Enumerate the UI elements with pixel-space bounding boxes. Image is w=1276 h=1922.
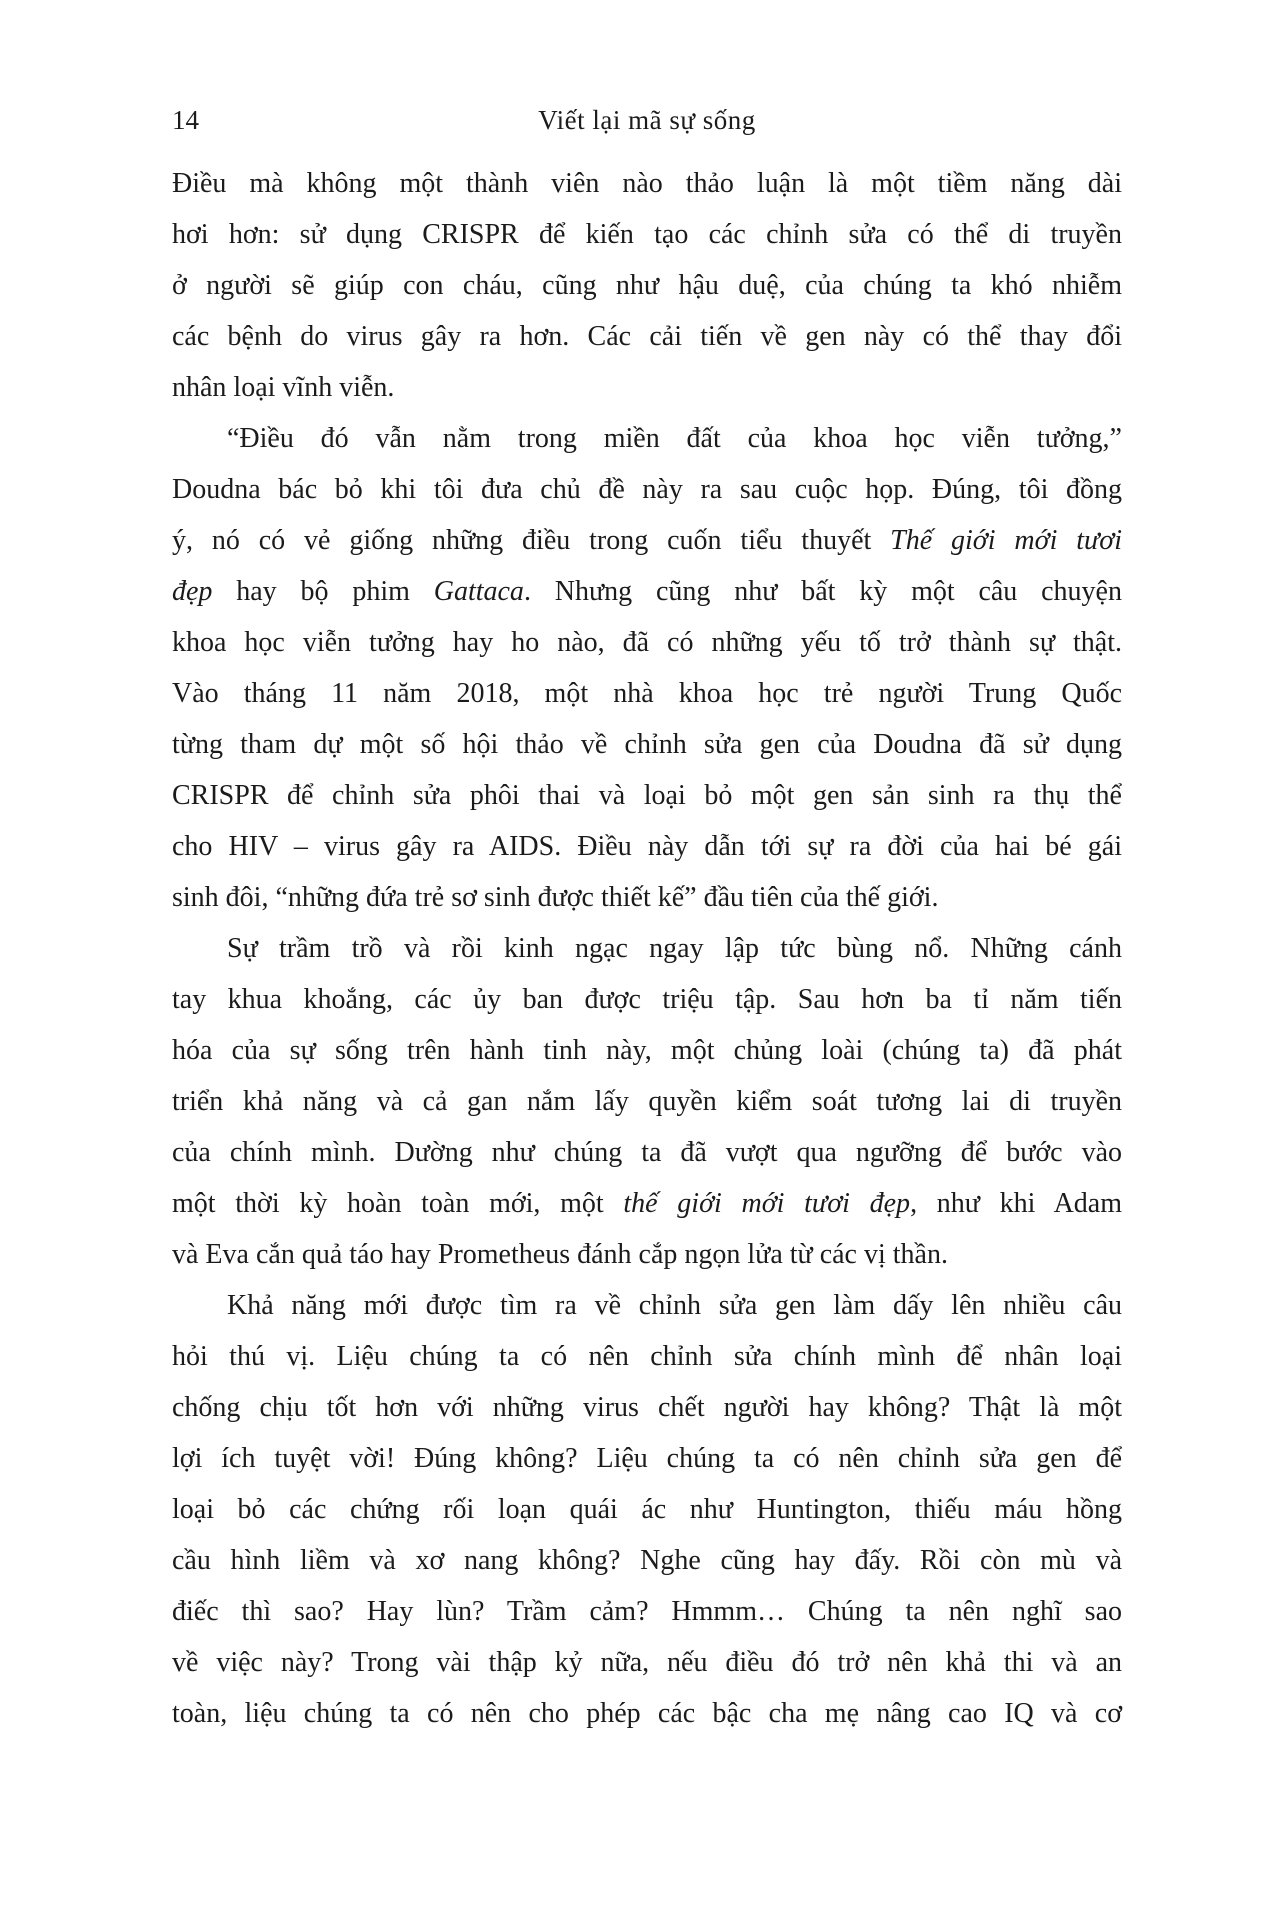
text-segment: Sự trầm trồ và rồi kinh ngạc ngay lập tức bùng nổ. Những cánh bbox=[227, 933, 1122, 964]
text-line bbox=[172, 1331, 1122, 1382]
text-segment: của chính mình. Dường như chúng ta đã vượt qua ngưỡng để bước vào bbox=[172, 1137, 1122, 1168]
paragraph bbox=[172, 1280, 1122, 1739]
text-line bbox=[172, 1586, 1122, 1637]
text-line bbox=[172, 923, 1122, 974]
text-line bbox=[172, 515, 1122, 566]
text-segment: Doudna bác bỏ khi tôi đưa chủ đề này ra sau cuộc họp. Đúng, tôi đồng bbox=[172, 474, 1122, 505]
text-segment: từng tham dự một số hội thảo về chỉnh sửa gen của Doudna đã sử dụng bbox=[172, 729, 1122, 760]
text-segment: khoa học viễn tưởng hay ho nào, đã có những yếu tố trở thành sự thật. bbox=[172, 627, 1122, 658]
text-segment: ở người sẽ giúp con cháu, cũng như hậu duệ, của chúng ta khó nhiễm bbox=[172, 270, 1122, 301]
text-segment: triển khả năng và cả gan nắm lấy quyền kiểm soát tương lai di truyền bbox=[172, 1086, 1122, 1117]
text-segment: một thời kỳ hoàn toàn mới, một bbox=[172, 1188, 624, 1219]
text-segment: điếc thì sao? Hay lùn? Trầm cảm? Hmmm… Chúng ta nên nghĩ sao bbox=[172, 1596, 1122, 1627]
text-line bbox=[172, 158, 1122, 209]
paragraph bbox=[172, 923, 1122, 1280]
text-line bbox=[172, 1076, 1122, 1127]
text-segment: sinh đôi, “những đứa trẻ sơ sinh được thiết kế” đầu tiên của thế giới. bbox=[172, 882, 939, 913]
text-segment: Thế giới mới tươi bbox=[890, 525, 1122, 556]
text-segment: thế giới mới tươi đẹp bbox=[623, 1188, 911, 1219]
text-segment: Vào tháng 11 năm 2018, một nhà khoa học trẻ người Trung Quốc bbox=[172, 678, 1122, 709]
text-line bbox=[172, 668, 1122, 719]
text-segment: Gattaca bbox=[433, 576, 524, 607]
text-segment: “Điều đó vẫn nằm trong miền đất của khoa học viễn tưởng,” bbox=[227, 423, 1122, 454]
text-line bbox=[172, 1688, 1122, 1739]
text-segment: cho HIV – virus gây ra AIDS. Điều này dẫn tới sự ra đời của hai bé gái bbox=[172, 831, 1122, 862]
text-line bbox=[172, 770, 1122, 821]
paragraph bbox=[172, 158, 1122, 413]
text-segment: CRISPR để chỉnh sửa phôi thai và loại bỏ một gen sản sinh ra thụ thể bbox=[172, 780, 1122, 811]
text-segment: Khả năng mới được tìm ra về chỉnh sửa gen làm dấy lên nhiều câu bbox=[227, 1290, 1122, 1321]
text-segment: loại bỏ các chứng rối loạn quái ác như Huntington, thiếu máu hồng bbox=[172, 1494, 1122, 1525]
paragraph bbox=[172, 413, 1122, 923]
body-text bbox=[172, 158, 1122, 1739]
page-header bbox=[172, 100, 1122, 140]
page-number: 14 bbox=[172, 105, 199, 135]
text-line bbox=[172, 1280, 1122, 1331]
text-line bbox=[172, 413, 1122, 464]
text-line bbox=[172, 821, 1122, 872]
text-segment: về việc này? Trong vài thập kỷ nữa, nếu điều đó trở nên khả thi và an bbox=[172, 1647, 1122, 1678]
text-line bbox=[172, 1535, 1122, 1586]
text-line bbox=[172, 464, 1122, 515]
text-line bbox=[172, 1229, 1122, 1280]
text-line bbox=[172, 1637, 1122, 1688]
text-line bbox=[172, 311, 1122, 362]
text-segment: đẹp bbox=[172, 576, 213, 607]
text-line bbox=[172, 974, 1122, 1025]
text-line bbox=[172, 1433, 1122, 1484]
text-line bbox=[172, 617, 1122, 668]
text-line bbox=[172, 209, 1122, 260]
text-segment: hỏi thú vị. Liệu chúng ta có nên chỉnh sửa chính mình để nhân loại bbox=[172, 1341, 1122, 1372]
text-segment: hơi hơn: sử dụng CRISPR để kiến tạo các chỉnh sửa có thể di truyền bbox=[172, 219, 1122, 250]
text-segment: ý, nó có vẻ giống những điều trong cuốn tiểu thuyết bbox=[172, 525, 891, 556]
text-segment: tay khua khoắng, các ủy ban được triệu tập. Sau hơn ba tỉ năm tiến bbox=[172, 984, 1122, 1015]
text-line bbox=[172, 1178, 1122, 1229]
text-line bbox=[172, 1382, 1122, 1433]
text-segment: hay bộ phim bbox=[212, 576, 434, 607]
text-segment: cầu hình liềm và xơ nang không? Nghe cũng hay đấy. Rồi còn mù và bbox=[172, 1545, 1122, 1576]
text-segment: chống chịu tốt hơn với những virus chết người hay không? Thật là một bbox=[172, 1392, 1122, 1423]
text-segment: toàn, liệu chúng ta có nên cho phép các bậc cha mẹ nâng cao IQ và cơ bbox=[172, 1698, 1122, 1729]
text-segment: hóa của sự sống trên hành tinh này, một chủng loài (chúng ta) đã phát bbox=[172, 1035, 1122, 1066]
text-segment: , như khi Adam bbox=[910, 1188, 1123, 1219]
text-segment: . Nhưng cũng như bất kỳ một câu chuyện bbox=[523, 576, 1122, 607]
text-line bbox=[172, 719, 1122, 770]
text-line bbox=[172, 872, 1122, 923]
text-segment: lợi ích tuyệt vời! Đúng không? Liệu chúng ta có nên chỉnh sửa gen để bbox=[172, 1443, 1122, 1474]
text-line bbox=[172, 1484, 1122, 1535]
text-line bbox=[172, 362, 1122, 413]
running-title: Viết lại mã sự sống bbox=[538, 105, 756, 135]
text-line bbox=[172, 1025, 1122, 1076]
text-segment: nhân loại vĩnh viễn. bbox=[172, 372, 395, 403]
text-line bbox=[172, 1127, 1122, 1178]
text-segment: các bệnh do virus gây ra hơn. Các cải tiến về gen này có thể thay đổi bbox=[172, 321, 1122, 352]
text-segment: Điều mà không một thành viên nào thảo luận là một tiềm năng dài bbox=[172, 168, 1122, 199]
text-line bbox=[172, 566, 1122, 617]
text-segment: và Eva cắn quả táo hay Prometheus đánh cắp ngọn lửa từ các vị thần. bbox=[172, 1239, 948, 1270]
text-line bbox=[172, 260, 1122, 311]
